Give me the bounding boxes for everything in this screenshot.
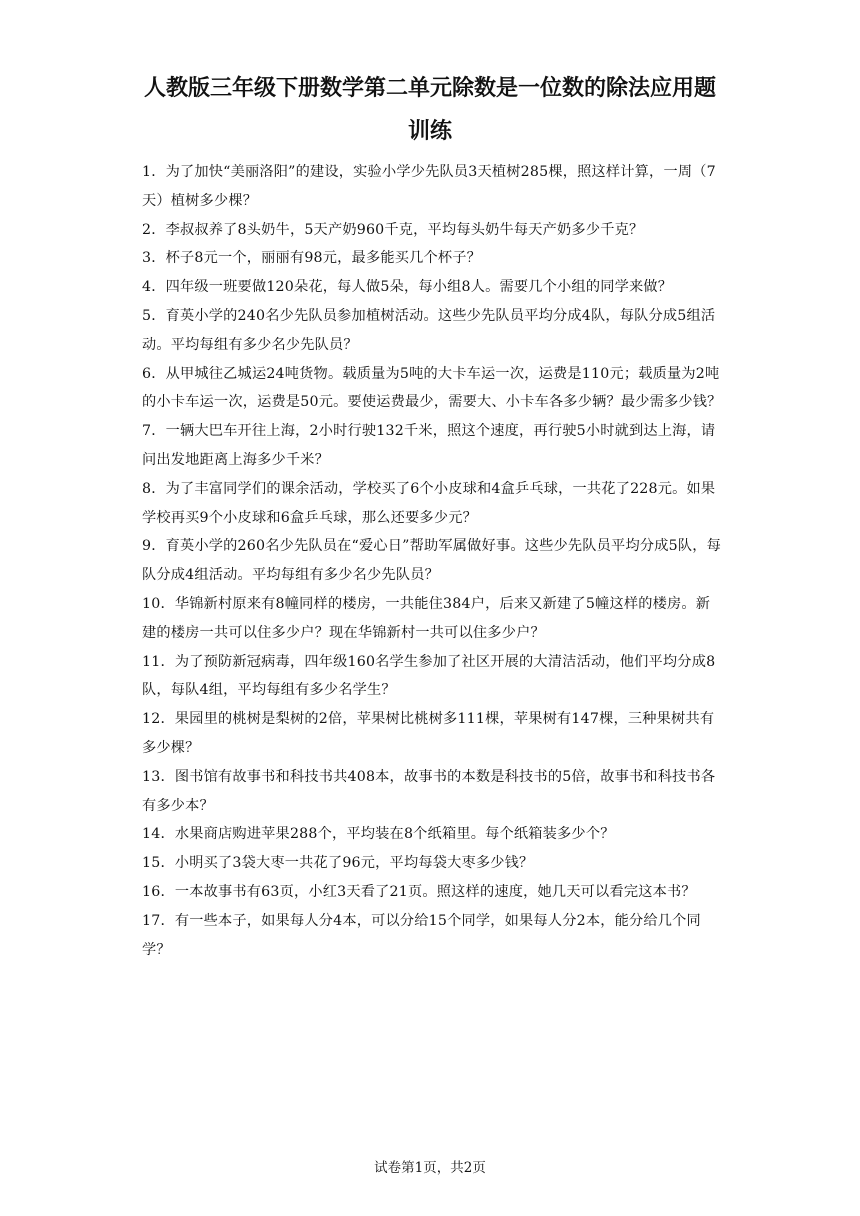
question-item: 7．一辆大巴车开往上海，2小时行驶132千米，照这个速度，再行驶5小时就到达上海，请问出发地距离上海多少千米？ — [142, 423, 716, 468]
question-item: 10．华锦新村原来有8幢同样的楼房，一共能住384户，后来又新建了5幢这样的楼房。新建的楼房一共可以住多少户？现在华锦新村一共可以住多少户？ — [142, 595, 711, 641]
question-item: 2．李叔叔养了8头奶牛，5天产奶960千克，平均每头奶牛每天产奶多少千克？ — [142, 221, 644, 238]
question-item: 4．四年级一班要做120朵花，每人做5朵，每小组8人。需要几个小组的同学来做？ — [142, 279, 673, 296]
question-item: 12．果园里的桃树是梨树的2倍，苹果树比桃树多111棵，苹果树有147棵，三种果树共有多少棵？ — [142, 711, 715, 756]
question-item: 17．有一些本子，如果每人分4本，可以分给15个同学，如果每人分2本，能分给几个同学？ — [142, 912, 701, 958]
question-item: 3．杯子8元一个，丽丽有98元，最多能买几个杯子？ — [142, 250, 482, 267]
page-footer: 试卷第1页，共2页 — [374, 1160, 486, 1176]
page-title: 人教版三年级下册数学第二单元除数是一位数的除法应用题 — [143, 76, 716, 101]
question-item: 13．图书馆有故事书和科技书共408本，故事书的本数是科技书的5倍，故事书和科技书各有多少本？ — [142, 768, 716, 814]
question-list — [142, 158, 722, 964]
question-item: 15．小明买了3袋大枣一共花了96元，平均每袋大枣多少钱？ — [142, 855, 534, 872]
question-item: 11．为了预防新冠病毒，四年级160名学生参加了社区开展的大清洁活动，他们平均分成8队，每队4组，平均每组有多少名学生？ — [142, 653, 716, 699]
question-item: 16．一本故事书有63页，小红3天看了21页。照这样的速度，她几天可以看完这本书？ — [142, 883, 696, 900]
question-item: 9．育英小学的260名少先队员在“爱心日”帮助军属做好事。这些少先队员平均分成5队，每队分成4组活动。平均每组有多少名少先队员？ — [142, 538, 721, 584]
page-title-continued: 训练 — [407, 119, 452, 144]
question-item: 14．水果商店购进苹果288个，平均装在8个纸箱里。每个纸箱装多少个？ — [142, 826, 615, 843]
question-item: 1．为了加快“美丽洛阳”的建设，实验小学少先队员3天植树285棵，照这样计算，一周（7天）植树多少棵？ — [142, 164, 716, 209]
question-item: 5．育英小学的240名少先队员参加植树活动。这些少先队员平均分成4队，每队分成5组活动。平均每组有多少名少先队员？ — [142, 307, 716, 353]
question-item: 8．为了丰富同学们的课余活动，学校买了6个小皮球和4盒乒乓球，一共花了228元。如果学校再买9个小皮球和6盒乒乓球，那么还要多少元？ — [142, 480, 716, 526]
question-item: 6．从甲城往乙城运24吨货物。载质量为5吨的大卡车运一次，运费是110元；载质量为2吨的小卡车运一次，运费是50元。要使运费最少，需要大、小卡车各多少辆？最少需多少钱？ — [142, 365, 722, 411]
